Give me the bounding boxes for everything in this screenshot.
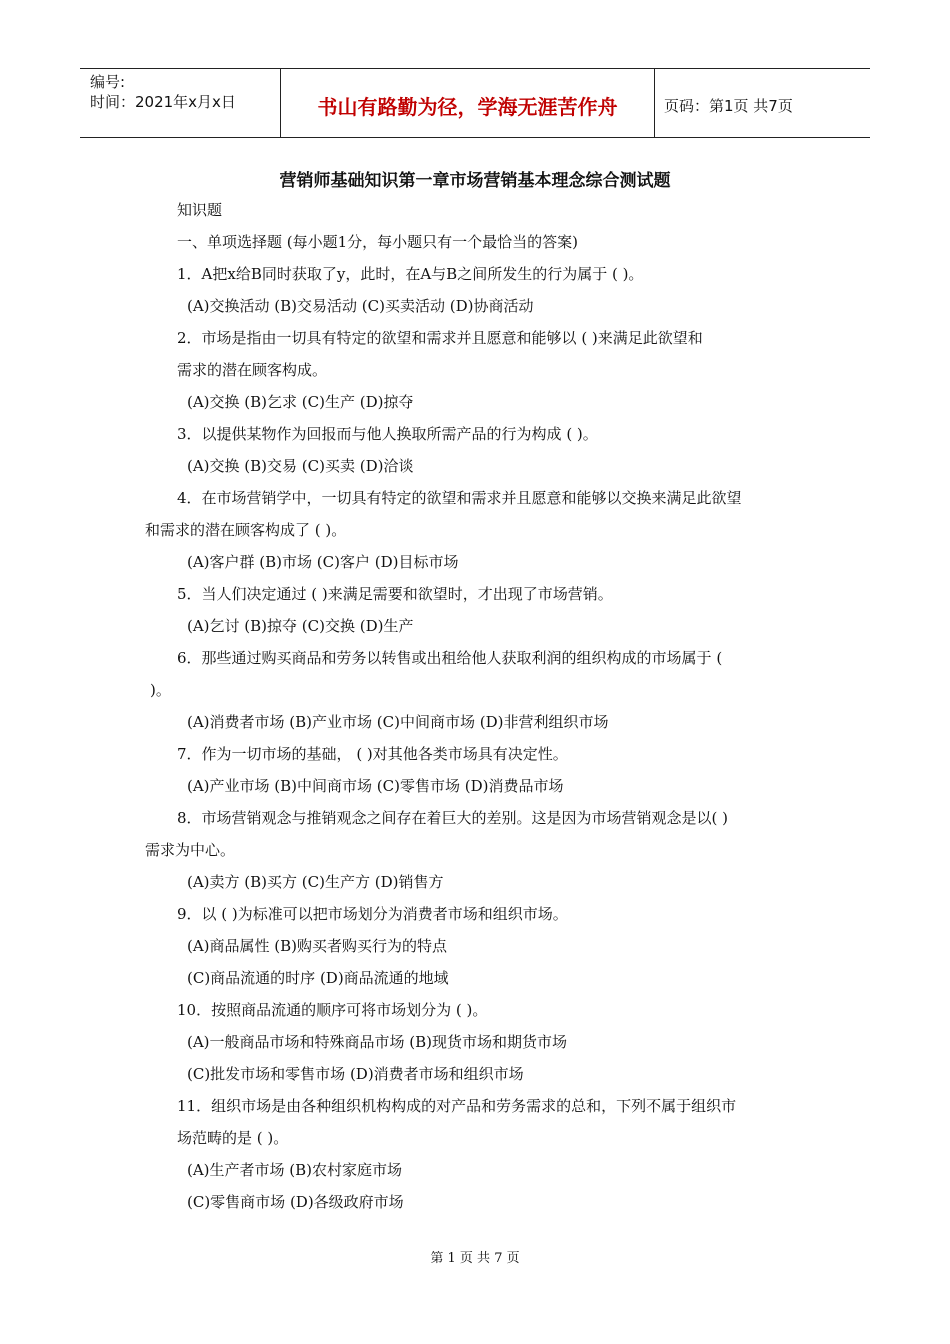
- section-label: 知识题: [177, 201, 223, 219]
- header-table: [80, 68, 870, 138]
- document-title: 营销师基础知识第一章市场营销基本理念综合测试题: [279, 171, 671, 191]
- options-line: (C)零售商市场 (D)各级政府市场: [187, 1193, 404, 1211]
- question-line: 2．市场是指由一切具有特定的欲望和需求并且愿意和能够以 ( )来满足此欲望和: [177, 329, 703, 347]
- question-line: 3．以提供某物作为回报而与他人换取所需产品的行为构成 ( )。: [177, 425, 598, 443]
- number-label: 编号:: [90, 73, 126, 91]
- question-line: 1．A把x给B同时获取了y，此时，在A与B之间所发生的行为属于 ( )。: [177, 265, 644, 283]
- question-line: 和需求的潜在顾客构成了 ( )。: [145, 521, 347, 539]
- question-line: 10．按照商品流通的顺序可将市场划分为 ( )。: [177, 1001, 488, 1019]
- options-line: (A)交换 (B)乞求 (C)生产 (D)掠夺: [187, 393, 414, 411]
- options-line: (C)批发市场和零售市场 (D)消费者市场和组织市场: [187, 1065, 524, 1083]
- header-motto-cell: [280, 69, 655, 137]
- question-line: 11．组织市场是由各种组织机构构成的对产品和劳务需求的总和，下列不属于组织市: [177, 1097, 737, 1115]
- options-line: (A)交换活动 (B)交易活动 (C)买卖活动 (D)协商活动: [187, 297, 534, 315]
- options-line: (A)产业市场 (B)中间商市场 (C)零售市场 (D)消费品市场: [187, 777, 564, 795]
- question-line: 4．在市场营销学中，一切具有特定的欲望和需求并且愿意和能够以交换来满足此欲望: [177, 489, 742, 507]
- options-line: (A)客户群 (B)市场 (C)客户 (D)目标市场: [187, 553, 459, 571]
- section-heading: 一、单项选择题 (每小题1分，每小题只有一个最恰当的答案): [177, 233, 579, 251]
- options-line: (A)商品属性 (B)购买者购买行为的特点: [187, 937, 448, 955]
- page-info: 页码：第1页 共7页: [664, 97, 793, 115]
- question-line: 6．那些通过购买商品和劳务以转售或出租给他人获取利润的组织构成的市场属于 (: [177, 649, 723, 667]
- options-line: (A)生产者市场 (B)农村家庭市场: [187, 1161, 403, 1179]
- question-line: 5．当人们决定通过 ( )来满足需要和欲望时，才出现了市场营销。: [177, 585, 613, 603]
- header-page-cell: [654, 69, 870, 137]
- options-line: (A)一般商品市场和特殊商品市场 (B)现货市场和期货市场: [187, 1033, 568, 1051]
- question-line: 场范畴的是 ( )。: [177, 1129, 289, 1147]
- options-line: (A)消费者市场 (B)产业市场 (C)中间商市场 (D)非营利组织市场: [187, 713, 609, 731]
- page-footer: 第 1 页 共 7 页: [430, 1251, 520, 1266]
- question-line: 7．作为一切市场的基础， ( )对其他各类市场具有决定性。: [177, 745, 568, 763]
- motto: 书山有路勤为径，学海无涯苦作舟: [317, 95, 618, 119]
- question-line: 9．以 ( )为标准可以把市场划分为消费者市场和组织市场。: [177, 905, 568, 923]
- header-left-cell: [80, 69, 280, 137]
- question-line: 需求的潜在顾客构成。: [177, 361, 328, 379]
- options-line: (A)交换 (B)交易 (C)买卖 (D)洽谈: [187, 457, 414, 475]
- question-line: )。: [150, 681, 171, 699]
- question-line: 需求为中心。: [145, 841, 236, 859]
- options-line: (C)商品流通的时序 (D)商品流通的地域: [187, 969, 449, 987]
- time-label: 时间：2021年x月x日: [90, 93, 236, 111]
- options-line: (A)乞讨 (B)掠夺 (C)交换 (D)生产: [187, 617, 414, 635]
- options-line: (A)卖方 (B)买方 (C)生产方 (D)销售方: [187, 873, 444, 891]
- question-line: 8．市场营销观念与推销观念之间存在着巨大的差别。这是因为市场营销观念是以( ): [177, 809, 729, 827]
